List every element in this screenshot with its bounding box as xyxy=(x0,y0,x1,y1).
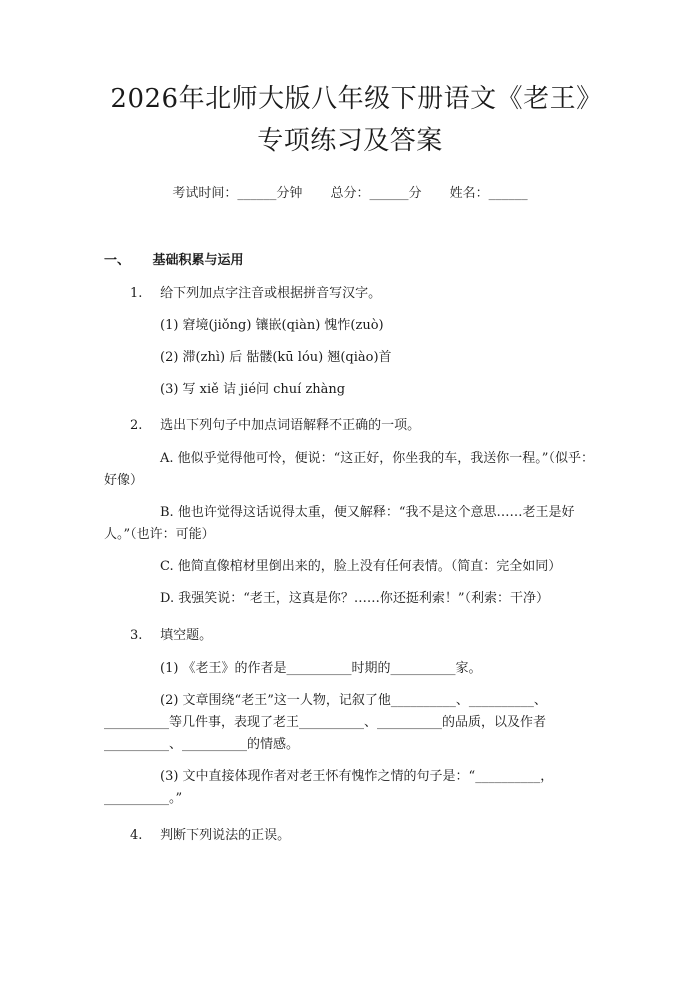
question-2-option-b: B. 他也许觉得这话说得太重，便又解释：“我不是这个意思……老王是好人。”（也许：可能） xyxy=(104,505,575,542)
exam-score: 总分：______分 xyxy=(330,186,422,201)
question-1-item-2: (2) 滞(zhì) 后 骷髅(kū lóu) 翘(qiào)首 xyxy=(160,350,392,365)
document-title: 2026年北师大版八年级下册语文《老王》专项练习及答案 xyxy=(110,84,590,156)
exam-meta xyxy=(104,182,596,201)
question-2-option-d: D. 我强笑说：“老王，这真是你？……你还挺利索！”（利索：干净） xyxy=(160,591,550,606)
question-number: 3. xyxy=(130,628,143,643)
document-page xyxy=(0,78,700,983)
question-number: 2. xyxy=(130,418,143,433)
question-3 xyxy=(104,626,596,646)
question-3-item-3: (3) 文中直接体现作者对老王怀有愧怍之情的句子是：“__________，__________。” xyxy=(104,769,554,806)
section-title: 基础积累与运用 xyxy=(152,253,244,268)
question-3-item-2: (2) 文章围绕“老王”这一人物，记叙了他__________、__________、__________等几件事，表现了老王__________、__________的品质，以及作者__________、__________的情感。 xyxy=(104,693,547,752)
question-2 xyxy=(104,416,596,436)
question-text: 选出下列句子中加点词语解释不正确的一项。 xyxy=(160,418,421,433)
exam-name: 姓名：______ xyxy=(449,186,528,201)
question-text: 给下列加点字注音或根据拼音写汉字。 xyxy=(160,286,382,301)
question-number: 4. xyxy=(130,828,143,843)
exam-time: 考试时间：______分钟 xyxy=(172,186,303,201)
question-1-item-3: (3) 写 xiě 诘 jié问 chuí zhàng xyxy=(160,382,346,397)
question-text: 判断下列说法的正误。 xyxy=(160,828,291,843)
question-2-option-a: A. 他似乎觉得他可怜，便说：“这正好，你坐我的车，我送你一程。”（似乎：好像） xyxy=(104,451,594,488)
question-3-item-1: (1) 《老王》的作者是__________时期的__________家。 xyxy=(160,661,482,676)
question-number: 1. xyxy=(130,286,143,301)
question-text: 填空题。 xyxy=(160,628,213,643)
question-1 xyxy=(104,284,596,304)
question-4 xyxy=(104,826,596,846)
section-number: 一、 xyxy=(104,253,131,268)
section-heading xyxy=(104,249,596,268)
question-1-item-1: (1) 窘境(jiǒng) 镶嵌(qiàn) 愧怍(zuò) xyxy=(160,318,384,333)
question-2-option-c: C. 他简直像棺材里倒出来的，脸上没有任何表情。（简直：完全如同） xyxy=(160,559,562,574)
